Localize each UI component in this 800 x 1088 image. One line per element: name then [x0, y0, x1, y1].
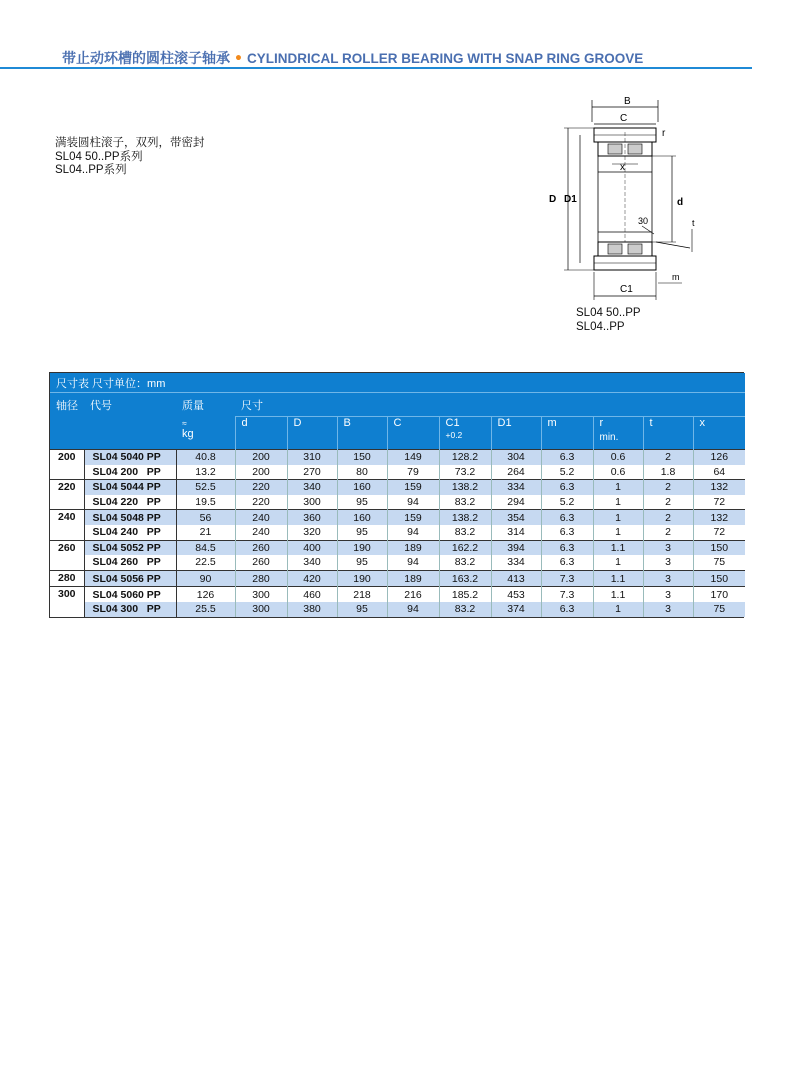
cell-value: 1.1 — [593, 570, 643, 587]
cell-value: 394 — [491, 540, 541, 555]
label-C1: C1 — [620, 284, 633, 295]
cell-value: 3 — [643, 540, 693, 555]
cell-value: 13.2 — [176, 465, 235, 480]
col-B: B — [337, 417, 387, 450]
cell-value: 162.2 — [439, 540, 491, 555]
description-line: SL04..PP系列 — [55, 164, 127, 176]
header-title-cn: 带止动环槽的圆柱滚子轴承 — [62, 51, 230, 67]
cell-value: 95 — [337, 525, 387, 540]
cell-value: 72 — [693, 525, 745, 540]
cell-shaft: 260 — [50, 540, 84, 570]
cell-value: 320 — [287, 525, 337, 540]
cell-value: 3 — [643, 555, 693, 570]
cell-value: 128.2 — [439, 450, 491, 465]
cell-value: 2 — [643, 525, 693, 540]
cell-value: 400 — [287, 540, 337, 555]
col-C1-label: C1 — [445, 417, 460, 429]
cell-value: 2 — [643, 450, 693, 465]
bearing-drawing — [546, 92, 696, 302]
header-mass: 质量 — [176, 393, 235, 417]
cell-value: 94 — [387, 495, 439, 510]
table-row — [50, 602, 745, 617]
cell-value: 6.3 — [541, 480, 593, 495]
header-shaft: 轴径 — [50, 393, 84, 417]
cell-value: 159 — [387, 480, 439, 495]
cell-value: 138.2 — [439, 480, 491, 495]
cell-value: 6.3 — [541, 450, 593, 465]
cell-value: 72 — [693, 495, 745, 510]
table-row — [50, 525, 745, 540]
cell-value: 83.2 — [439, 495, 491, 510]
cell-value: 79 — [387, 465, 439, 480]
cell-value: 1 — [593, 602, 643, 617]
label-D1: D1 — [564, 194, 577, 205]
cell-value: 73.2 — [439, 465, 491, 480]
cell-value: 80 — [337, 465, 387, 480]
cell-code: SL04 300 PP — [84, 602, 176, 617]
header-dims: 尺寸 — [235, 393, 745, 417]
table-row — [50, 480, 745, 495]
cell-value: 2 — [643, 510, 693, 525]
label-B: B — [624, 96, 631, 107]
cell-value: 126 — [176, 587, 235, 602]
cell-value: 1 — [593, 495, 643, 510]
table-row — [50, 465, 745, 480]
cell-shaft: 220 — [50, 480, 84, 510]
cell-value: 1 — [593, 525, 643, 540]
cell-value: 3 — [643, 587, 693, 602]
cell-code: SL04 5044 PP — [84, 480, 176, 495]
cell-value: 126 — [693, 450, 745, 465]
cell-value: 21 — [176, 525, 235, 540]
cell-value: 240 — [235, 510, 287, 525]
cell-value: 132 — [693, 510, 745, 525]
cell-value: 294 — [491, 495, 541, 510]
label-x: x — [620, 162, 625, 173]
table-row — [50, 495, 745, 510]
cell-value: 40.8 — [176, 450, 235, 465]
cell-value: 380 — [287, 602, 337, 617]
col-D: D — [287, 417, 337, 450]
col-C1-tolerance: +0.2 — [445, 430, 463, 440]
cell-value: 19.5 — [176, 495, 235, 510]
cell-value: 189 — [387, 540, 439, 555]
header-code: 代号 — [84, 393, 176, 417]
cell-code: SL04 240 PP — [84, 525, 176, 540]
cell-value: 1 — [593, 480, 643, 495]
cell-value: 190 — [337, 540, 387, 555]
header-rule — [0, 67, 752, 69]
table-row — [50, 555, 745, 570]
col-r — [593, 417, 643, 450]
cell-value: 160 — [337, 480, 387, 495]
cell-value: 374 — [491, 602, 541, 617]
cell-value: 220 — [235, 480, 287, 495]
cell-value: 220 — [235, 495, 287, 510]
cell-value: 2 — [643, 495, 693, 510]
cell-value: 310 — [287, 450, 337, 465]
cell-value: 260 — [235, 540, 287, 555]
col-t: t — [643, 417, 693, 450]
cell-value: 64 — [693, 465, 745, 480]
cell-value: 1.1 — [593, 540, 643, 555]
cell-value: 7.3 — [541, 570, 593, 587]
cell-value: 0.6 — [593, 450, 643, 465]
cell-shaft: 300 — [50, 587, 84, 617]
cell-value: 200 — [235, 450, 287, 465]
label-D: D — [549, 194, 557, 205]
cell-value: 75 — [693, 602, 745, 617]
cell-value: 314 — [491, 525, 541, 540]
cell-value: 300 — [287, 495, 337, 510]
cell-value: 189 — [387, 570, 439, 587]
cell-value: 413 — [491, 570, 541, 587]
cell-value: 216 — [387, 587, 439, 602]
cell-value: 7.3 — [541, 587, 593, 602]
cell-value: 0.6 — [593, 465, 643, 480]
cell-value: 3 — [643, 602, 693, 617]
cell-value: 6.3 — [541, 602, 593, 617]
table-row — [50, 450, 745, 465]
cell-value: 185.2 — [439, 587, 491, 602]
mass-unit: kg — [182, 427, 194, 440]
cell-value: 260 — [235, 555, 287, 570]
cell-value: 354 — [491, 510, 541, 525]
cell-value: 56 — [176, 510, 235, 525]
cell-code: SL04 5052 PP — [84, 540, 176, 555]
col-d: d — [235, 417, 287, 450]
col-m: m — [541, 417, 593, 450]
cell-value: 218 — [337, 587, 387, 602]
table-body — [50, 450, 745, 617]
table-row — [50, 540, 745, 555]
cell-value: 83.2 — [439, 525, 491, 540]
cell-value: 83.2 — [439, 602, 491, 617]
description-line: SL04 50..PP系列 — [55, 150, 143, 163]
cell-value: 84.5 — [176, 540, 235, 555]
cell-value: 6.3 — [541, 525, 593, 540]
cell-code: SL04 5048 PP — [84, 510, 176, 525]
label-d: d — [677, 197, 684, 208]
cell-value: 170 — [693, 587, 745, 602]
cell-shaft: 280 — [50, 570, 84, 587]
header-separator: • — [234, 51, 243, 67]
caption-line: SL04..PP — [576, 320, 625, 333]
cell-value: 5.2 — [541, 465, 593, 480]
description-line: 满装圆柱滚子，双列，带密封 — [55, 137, 205, 149]
cell-value: 94 — [387, 602, 439, 617]
dimension-table — [49, 372, 744, 618]
cell-code: SL04 260 PP — [84, 555, 176, 570]
cell-value: 5.2 — [541, 495, 593, 510]
cell-value: 460 — [287, 587, 337, 602]
cell-value: 83.2 — [439, 555, 491, 570]
cell-value: 94 — [387, 555, 439, 570]
cell-value: 340 — [287, 480, 337, 495]
table-row — [50, 570, 745, 587]
cell-value: 95 — [337, 555, 387, 570]
cell-value: 150 — [693, 540, 745, 555]
cell-value: 1 — [593, 555, 643, 570]
cell-value: 2 — [643, 480, 693, 495]
page-header — [62, 48, 643, 68]
cell-code: SL04 5060 PP — [84, 587, 176, 602]
cell-value: 304 — [491, 450, 541, 465]
label-C: C — [620, 113, 628, 124]
caption-line: SL04 50..PP — [576, 307, 641, 319]
col-x: x — [693, 417, 745, 450]
cell-value: 1.8 — [643, 465, 693, 480]
cell-value: 270 — [287, 465, 337, 480]
cell-value: 159 — [387, 510, 439, 525]
cell-value: 95 — [337, 602, 387, 617]
cell-value: 160 — [337, 510, 387, 525]
mass-approx-symbol: ≈ — [182, 417, 187, 428]
header-mass-unit — [176, 417, 235, 450]
cell-value: 334 — [491, 480, 541, 495]
table-title: 尺寸表 尺寸单位：mm — [50, 373, 745, 393]
cell-value: 334 — [491, 555, 541, 570]
cell-value: 6.3 — [541, 510, 593, 525]
label-m: m — [672, 272, 680, 282]
cell-value: 6.3 — [541, 540, 593, 555]
cell-code: SL04 220 PP — [84, 495, 176, 510]
col-C1 — [439, 417, 491, 450]
description — [55, 137, 205, 178]
cell-value: 90 — [176, 570, 235, 587]
cell-value: 300 — [235, 587, 287, 602]
col-r-min: min. — [599, 432, 619, 443]
cell-value: 1 — [593, 510, 643, 525]
cell-value: 1.1 — [593, 587, 643, 602]
cell-value: 6.3 — [541, 555, 593, 570]
label-t: t — [692, 218, 695, 228]
cell-value: 453 — [491, 587, 541, 602]
cell-shaft: 240 — [50, 510, 84, 540]
cell-value: 52.5 — [176, 480, 235, 495]
cell-value: 138.2 — [439, 510, 491, 525]
cell-value: 150 — [693, 570, 745, 587]
cell-value: 360 — [287, 510, 337, 525]
cell-value: 149 — [387, 450, 439, 465]
cell-value: 25.5 — [176, 602, 235, 617]
col-r-label: r — [599, 417, 604, 429]
header-title-en: CYLINDRICAL ROLLER BEARING WITH SNAP RING GROOVE — [246, 51, 644, 66]
cell-value: 150 — [337, 450, 387, 465]
cell-code: SL04 5040 PP — [84, 450, 176, 465]
table-row — [50, 587, 745, 602]
cell-value: 200 — [235, 465, 287, 480]
cell-shaft: 200 — [50, 450, 84, 480]
cell-value: 3 — [643, 570, 693, 587]
cell-code: SL04 5056 PP — [84, 570, 176, 587]
cell-code: SL04 200 PP — [84, 465, 176, 480]
table-row — [50, 510, 745, 525]
cell-value: 132 — [693, 480, 745, 495]
cell-value: 190 — [337, 570, 387, 587]
cell-value: 280 — [235, 570, 287, 587]
cell-value: 240 — [235, 525, 287, 540]
cell-value: 163.2 — [439, 570, 491, 587]
cell-value: 264 — [491, 465, 541, 480]
col-D1: D1 — [491, 417, 541, 450]
cell-value: 94 — [387, 525, 439, 540]
cell-value: 22.5 — [176, 555, 235, 570]
cell-value: 75 — [693, 555, 745, 570]
cell-value: 340 — [287, 555, 337, 570]
label-r: r — [662, 128, 666, 139]
diagram-captions — [576, 307, 641, 334]
col-C: C — [387, 417, 439, 450]
cell-value: 420 — [287, 570, 337, 587]
label-angle: 30 — [638, 216, 649, 226]
cell-value: 95 — [337, 495, 387, 510]
cell-value: 300 — [235, 602, 287, 617]
